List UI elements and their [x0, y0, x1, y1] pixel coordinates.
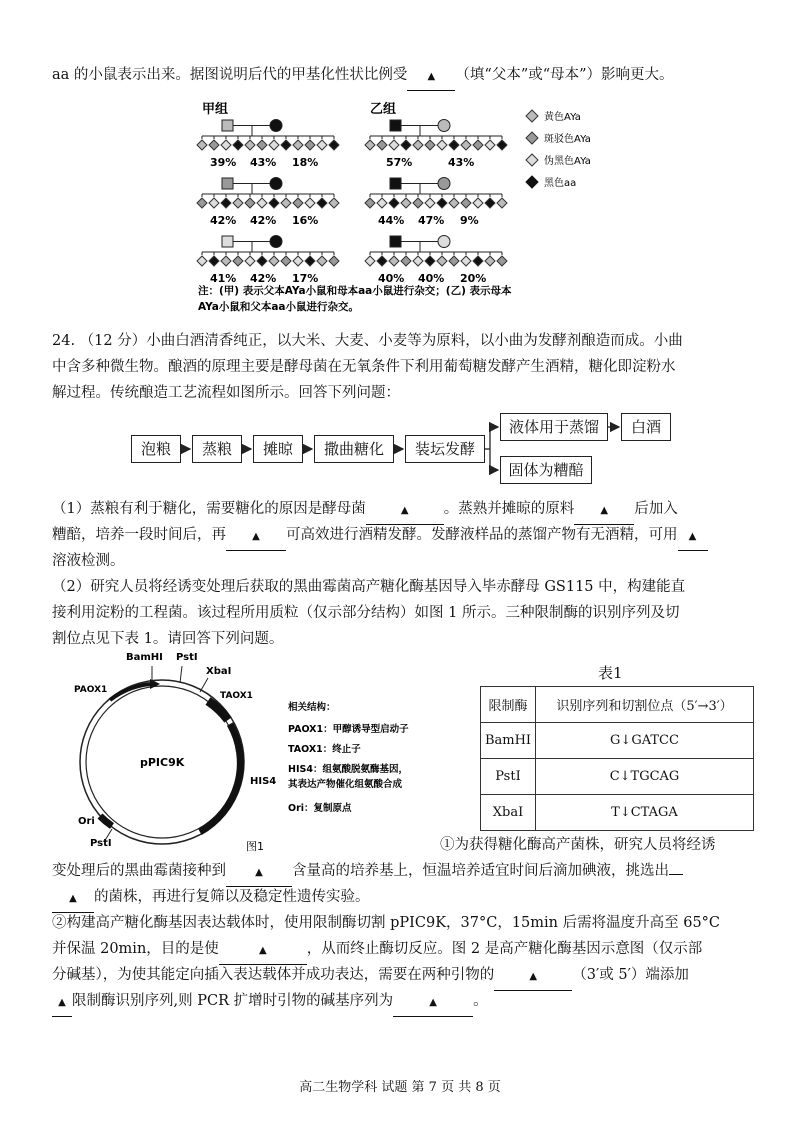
percent-label: 57% — [386, 156, 413, 169]
legend-black: 黑色aa — [544, 178, 577, 189]
flow-ferment: 装坛发酵 — [405, 435, 485, 463]
svg-text:其表达产物催化组氨酸合成: 其表达产物催化组氨酸合成 — [288, 779, 403, 790]
answer-blank[interactable]: ▲ — [407, 62, 455, 91]
percent-label: 18% — [292, 156, 319, 169]
label-ori: Ori — [78, 816, 95, 827]
flow-arrows — [0, 0, 800, 500]
part2-line-2: 接利用淀粉的工程菌。该过程所用质粒（仅示部分结构）如图 1 所示。三种限制酶的识别序列及切 — [52, 605, 680, 621]
part1-line-1: （1）蒸粮有利于糖化，需要糖化的原因是酵母菌 ▲ 。蒸熟并摊晾的原料 ▲ 后加入 — [52, 496, 760, 525]
q1-line-c: ▲ 的菌株，再进行复筛以及稳定性遗传实验。 — [52, 884, 760, 913]
q24-line-1: 24. （12 分）小曲白酒清香纯正，以大米、大麦、小麦等为原料，以小曲为发酵剂酿造而成。小曲 — [52, 333, 683, 349]
answer-blank[interactable]: ▲ — [52, 988, 72, 1017]
percent-label: 16% — [292, 214, 319, 227]
pedigree-note-2: AYa小鼠和父本aa小鼠进行杂交。 — [198, 301, 360, 313]
flow-steam: 蒸粮 — [192, 435, 242, 463]
q2-line-d: ▲ 限制酶识别序列,则 PCR 扩增时引物的碱基序列为 ▲ 。 — [52, 988, 760, 1017]
label-xbai: XbaI — [206, 666, 232, 677]
answer-blank[interactable] — [669, 874, 683, 875]
flow-liquor: 白酒 — [621, 413, 671, 441]
table-header-row: 限制酶 识别序列和切割位点（5′→3′） — [481, 687, 754, 723]
answer-blank[interactable]: ▲ — [52, 884, 94, 913]
flow-residue: 固体为糟醅 — [500, 456, 592, 484]
svg-text:TAOX1：终止子: TAOX1：终止子 — [288, 744, 361, 755]
legend-mottled: 斑驳色AYa — [544, 134, 591, 145]
answer-blank[interactable]: ▲ — [574, 496, 634, 525]
percent-label: 43% — [448, 156, 475, 169]
percent-label: 9% — [460, 214, 479, 227]
group-b-label: 乙组 — [370, 102, 397, 117]
part1-line-2: 糟醅，培养一段时间后，再 ▲ 可高效进行酒精发酵。发酵液样品的蒸馏产物有无酒精，可用 ▲ — [52, 522, 760, 551]
group-a-label: 甲组 — [202, 102, 229, 117]
label-taox1: TAOX1 — [220, 691, 253, 701]
svg-text:PAOX1：甲醇诱导型启动子: PAOX1：甲醇诱导型启动子 — [288, 724, 409, 735]
flow-soak: 泡粮 — [131, 435, 181, 463]
figure1-caption: 图1 — [246, 840, 264, 853]
svg-text:HIS4：组氨酸脱氨酶基因，: HIS4：组氨酸脱氨酶基因， — [288, 764, 408, 775]
svg-text:相关结构：: 相关结构： — [288, 702, 336, 713]
part1-line-3: 溶液检测。 — [52, 553, 125, 569]
q24-line-3: 解过程。传统酿造工艺流程如图所示。回答下列问题： — [52, 385, 400, 401]
q2-line-c: 分碱基），为使其能定向插入表达载体并成功表达，需要在两种引物的 ▲ （3′或 5′）端添加 — [52, 962, 760, 991]
answer-blank[interactable]: ▲ — [393, 988, 473, 1017]
q2-line-b: 并保温 20min，目的是使 ▲ ，从而终止酶切反应。图 2 是高产糖化酶基因示意图（仅示部 — [52, 936, 760, 965]
percent-label: 39% — [210, 156, 237, 169]
plasmid-figure — [70, 646, 410, 856]
table1-title: 表1 — [598, 664, 623, 682]
label-his4: HIS4 — [250, 776, 277, 787]
percent-label: 40% — [378, 272, 405, 285]
percent-label: 42% — [210, 214, 237, 227]
answer-blank[interactable]: ▲ — [226, 858, 292, 887]
q23-tail-line: aa 的小鼠表示出来。据图说明后代的甲基化性状比例受 ▲ （填“父本”或“母本”）影响更大。 — [52, 62, 760, 91]
q1-line-b: 变处理后的黑曲霉菌接种到 ▲ 含量高的培养基上，恒温培养适宜时间后滴加碘液，挑选出 — [52, 858, 760, 887]
pedigree-note-1: 注：(甲) 表示父本AYa小鼠和母本aa小鼠进行杂交；(乙) 表示母本 — [198, 285, 512, 297]
percent-label: 41% — [210, 272, 237, 285]
part2-line-1: （2）研究人员将经诱变处理后获取的黑曲霉菌高产糖化酶基因导入毕赤酵母 GS115 中，构建能直 — [52, 579, 686, 595]
percent-label: 47% — [418, 214, 445, 227]
flow-distill: 液体用于蒸馏 — [500, 413, 608, 441]
percent-label: 42% — [250, 272, 277, 285]
q24-line-2: 中含多种微生物。酿酒的原理主要是酵母菌在无氧条件下利用葡萄糖发酵产生酒精，糖化即淀粉水 — [52, 359, 676, 375]
table-row: PstI C↓TGCAG — [481, 759, 754, 795]
page-footer: 高二生物学科 试题 第 7 页 共 8 页 — [299, 1080, 501, 1095]
part2-line-3: 割位点见下表 1。请回答下列问题。 — [52, 631, 284, 647]
label-psti-2: PstI — [90, 838, 112, 849]
label-psti: PstI — [176, 652, 198, 663]
label-paox1: PAOX1 — [74, 685, 108, 695]
taox1-segment — [208, 701, 228, 720]
answer-blank[interactable]: ▲ — [366, 496, 444, 525]
legend-yellow: 黄色AYa — [544, 112, 581, 123]
svg-text:Ori：复制原点: Ori：复制原点 — [288, 803, 352, 814]
percent-label: 17% — [292, 272, 319, 285]
percent-label: 42% — [250, 214, 277, 227]
legend-pseudo-black: 伪黑色AYa — [544, 156, 591, 167]
table-row: BamHI G↓GATCC — [481, 723, 754, 759]
percent-label: 43% — [250, 156, 277, 169]
label-bamhi: BamHI — [126, 652, 163, 663]
table-row: XbaI T↓CTAGA — [481, 795, 754, 831]
answer-blank[interactable]: ▲ — [219, 936, 307, 965]
answer-blank[interactable]: ▲ — [678, 522, 708, 551]
enzyme-table — [480, 686, 754, 831]
answer-blank[interactable]: ▲ — [494, 962, 572, 991]
percent-label: 44% — [378, 214, 405, 227]
q1-line-a: ①为获得糖化酶高产菌株，研究人员将经诱 — [440, 837, 716, 853]
answer-blank[interactable]: ▲ — [226, 522, 286, 551]
flow-cool: 摊晾 — [253, 435, 303, 463]
percent-label: 20% — [460, 272, 487, 285]
his4-segment — [200, 724, 240, 832]
percent-label: 40% — [418, 272, 445, 285]
q2-line-a: ②构建高产糖化酶基因表达载体时，使用限制酶切割 pPIC9K，37°C，15min 后需将温度升高至 65°C — [52, 915, 721, 931]
flow-saccharify: 撒曲糖化 — [314, 435, 394, 463]
plasmid-name: pPIC9K — [140, 756, 185, 769]
